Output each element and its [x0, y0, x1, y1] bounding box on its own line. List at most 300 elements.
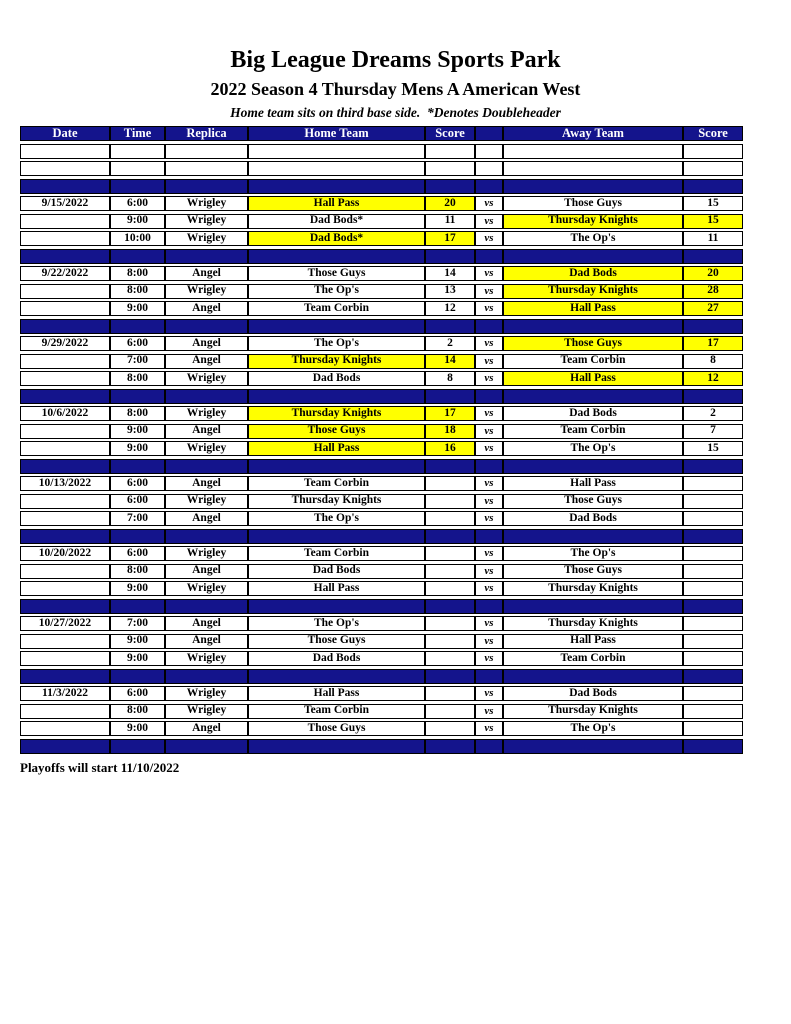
vs-cell: vs: [475, 494, 503, 509]
home-team-cell: [248, 319, 425, 334]
replica-cell: [165, 161, 248, 176]
vs-cell: [475, 319, 503, 334]
replica-cell: [165, 179, 248, 194]
time-cell: 9:00: [110, 634, 165, 649]
time-cell: 6:00: [110, 494, 165, 509]
home-team-cell: [248, 179, 425, 194]
date-cell: [20, 424, 110, 439]
away-team-cell: [503, 389, 683, 404]
away-team-cell: [503, 459, 683, 474]
home-team-note: Home team sits on third base side. *Denotes Doubleheader: [230, 105, 561, 120]
vs-cell: vs: [475, 476, 503, 491]
vs-cell: vs: [475, 336, 503, 351]
time-cell: 9:00: [110, 424, 165, 439]
away-team-cell: [503, 319, 683, 334]
home-team-cell: [248, 161, 425, 176]
home-score-cell: [425, 546, 475, 561]
time-cell: [110, 459, 165, 474]
vs-cell: [475, 529, 503, 544]
game-row: [20, 634, 743, 649]
home-team-cell: [248, 249, 425, 264]
home-score-cell: [425, 669, 475, 684]
vs-cell: vs: [475, 371, 503, 386]
away-score-cell: [683, 581, 743, 596]
time-cell: 8:00: [110, 704, 165, 719]
game-row: [20, 704, 743, 719]
date-cell: 9/15/2022: [20, 196, 110, 211]
away-score-cell: 7: [683, 424, 743, 439]
away-score-cell: [683, 511, 743, 526]
away-score-cell: 15: [683, 441, 743, 456]
time-cell: 8:00: [110, 371, 165, 386]
away-score-cell: [683, 494, 743, 509]
game-row: [20, 266, 743, 281]
home-score-cell: 17: [425, 231, 475, 246]
game-row: [20, 546, 743, 561]
time-cell: 9:00: [110, 214, 165, 229]
away-team-cell: Dad Bods: [503, 686, 683, 701]
time-cell: 9:00: [110, 581, 165, 596]
away-score-cell: 2: [683, 406, 743, 421]
away-team-cell: Thursday Knights: [503, 581, 683, 596]
replica-cell: Wrigley: [165, 494, 248, 509]
away-team-cell: [503, 161, 683, 176]
game-row: [20, 231, 743, 246]
away-score-cell: [683, 686, 743, 701]
separator-row: [20, 179, 743, 194]
home-team-cell: Those Guys: [248, 721, 425, 736]
separator-row: [20, 529, 743, 544]
replica-cell: [165, 249, 248, 264]
time-cell: [110, 249, 165, 264]
game-row: [20, 686, 743, 701]
home-team-cell: [248, 669, 425, 684]
replica-cell: [165, 389, 248, 404]
time-cell: 6:00: [110, 686, 165, 701]
away-team-cell: Dad Bods: [503, 511, 683, 526]
replica-cell: Wrigley: [165, 546, 248, 561]
home-score-cell: 13: [425, 284, 475, 299]
date-cell: [20, 564, 110, 579]
vs-cell: vs: [475, 511, 503, 526]
separator-row: [20, 669, 743, 684]
date-cell: [20, 581, 110, 596]
game-row: [20, 476, 743, 491]
home-score-cell: [425, 704, 475, 719]
replica-cell: Angel: [165, 301, 248, 316]
vs-cell: vs: [475, 301, 503, 316]
game-row: [20, 721, 743, 736]
vs-cell: vs: [475, 231, 503, 246]
replica-cell: [165, 144, 248, 159]
game-row: [20, 336, 743, 351]
vs-cell: [475, 739, 503, 754]
game-row: [20, 441, 743, 456]
game-row: [20, 214, 743, 229]
replica-cell: Wrigley: [165, 231, 248, 246]
replica-cell: Wrigley: [165, 704, 248, 719]
home-team-cell: Dad Bods*: [248, 214, 425, 229]
home-score-cell: [425, 581, 475, 596]
home-score-cell: [425, 651, 475, 666]
away-team-cell: Dad Bods: [503, 266, 683, 281]
home-team-cell: The Op's: [248, 336, 425, 351]
replica-cell: Wrigley: [165, 284, 248, 299]
header-away-team: Away Team: [503, 126, 683, 141]
home-score-cell: 8: [425, 371, 475, 386]
replica-cell: Angel: [165, 616, 248, 631]
vs-cell: vs: [475, 721, 503, 736]
home-team-cell: Thursday Knights: [248, 406, 425, 421]
home-score-cell: [425, 249, 475, 264]
date-cell: 9/22/2022: [20, 266, 110, 281]
away-team-cell: Hall Pass: [503, 371, 683, 386]
header-date: Date: [20, 126, 110, 141]
time-cell: 9:00: [110, 651, 165, 666]
vs-cell: [475, 179, 503, 194]
vs-cell: [475, 249, 503, 264]
home-team-cell: Those Guys: [248, 266, 425, 281]
away-team-cell: Thursday Knights: [503, 214, 683, 229]
game-row: [20, 406, 743, 421]
home-score-cell: 17: [425, 406, 475, 421]
away-score-cell: 11: [683, 231, 743, 246]
away-score-cell: [683, 144, 743, 159]
date-cell: 9/29/2022: [20, 336, 110, 351]
away-score-cell: [683, 459, 743, 474]
home-team-cell: Team Corbin: [248, 546, 425, 561]
replica-cell: Wrigley: [165, 581, 248, 596]
header-row: [20, 126, 743, 141]
home-team-cell: Dad Bods: [248, 564, 425, 579]
away-score-cell: 20: [683, 266, 743, 281]
time-cell: [110, 599, 165, 614]
vs-cell: [475, 161, 503, 176]
home-score-cell: [425, 564, 475, 579]
home-team-cell: [248, 144, 425, 159]
game-row: [20, 494, 743, 509]
home-score-cell: [425, 739, 475, 754]
separator-row: [20, 249, 743, 264]
game-row: [20, 301, 743, 316]
vs-cell: vs: [475, 441, 503, 456]
home-score-cell: [425, 511, 475, 526]
home-team-cell: [248, 459, 425, 474]
game-row: [20, 424, 743, 439]
replica-cell: [165, 599, 248, 614]
home-score-cell: 16: [425, 441, 475, 456]
away-score-cell: [683, 739, 743, 754]
replica-cell: Wrigley: [165, 406, 248, 421]
away-team-cell: Those Guys: [503, 564, 683, 579]
away-score-cell: [683, 634, 743, 649]
home-team-cell: [248, 599, 425, 614]
home-score-cell: [425, 476, 475, 491]
home-score-cell: [425, 459, 475, 474]
date-cell: [20, 669, 110, 684]
home-score-cell: [425, 686, 475, 701]
home-score-cell: [425, 179, 475, 194]
away-score-cell: [683, 546, 743, 561]
vs-cell: vs: [475, 616, 503, 631]
vs-cell: vs: [475, 564, 503, 579]
away-team-cell: Thursday Knights: [503, 284, 683, 299]
time-cell: [110, 529, 165, 544]
game-row: [20, 354, 743, 369]
home-score-cell: [425, 161, 475, 176]
date-cell: [20, 371, 110, 386]
away-team-cell: The Op's: [503, 546, 683, 561]
home-score-cell: 14: [425, 266, 475, 281]
date-cell: [20, 161, 110, 176]
away-score-cell: [683, 616, 743, 631]
home-team-cell: Team Corbin: [248, 704, 425, 719]
away-team-cell: [503, 599, 683, 614]
away-score-cell: 17: [683, 336, 743, 351]
date-cell: [20, 354, 110, 369]
away-team-cell: [503, 669, 683, 684]
date-cell: [20, 459, 110, 474]
home-score-cell: [425, 634, 475, 649]
away-team-cell: The Op's: [503, 231, 683, 246]
away-score-cell: [683, 249, 743, 264]
replica-cell: Angel: [165, 634, 248, 649]
away-team-cell: Team Corbin: [503, 651, 683, 666]
home-team-cell: Hall Pass: [248, 441, 425, 456]
home-team-cell: Dad Bods: [248, 651, 425, 666]
date-cell: [20, 704, 110, 719]
away-team-cell: Dad Bods: [503, 406, 683, 421]
replica-cell: Angel: [165, 354, 248, 369]
home-score-cell: 11: [425, 214, 475, 229]
time-cell: 8:00: [110, 266, 165, 281]
home-score-cell: [425, 319, 475, 334]
away-team-cell: Thursday Knights: [503, 704, 683, 719]
vs-cell: vs: [475, 406, 503, 421]
time-cell: 8:00: [110, 564, 165, 579]
empty-row: [20, 144, 743, 159]
date-cell: [20, 231, 110, 246]
vs-cell: vs: [475, 546, 503, 561]
time-cell: 6:00: [110, 196, 165, 211]
header-vs-spacer: [475, 126, 503, 141]
time-cell: 6:00: [110, 476, 165, 491]
home-team-cell: [248, 529, 425, 544]
home-score-cell: [425, 616, 475, 631]
time-cell: 8:00: [110, 406, 165, 421]
away-score-cell: 12: [683, 371, 743, 386]
replica-cell: [165, 669, 248, 684]
replica-cell: Angel: [165, 336, 248, 351]
home-team-cell: [248, 739, 425, 754]
away-team-cell: Thursday Knights: [503, 616, 683, 631]
away-team-cell: The Op's: [503, 441, 683, 456]
away-team-cell: Hall Pass: [503, 301, 683, 316]
away-team-cell: [503, 249, 683, 264]
game-row: [20, 371, 743, 386]
away-team-cell: [503, 739, 683, 754]
home-team-cell: [248, 389, 425, 404]
time-cell: 6:00: [110, 546, 165, 561]
home-score-cell: [425, 389, 475, 404]
schedule-table: [20, 126, 743, 756]
separator-row: [20, 599, 743, 614]
replica-cell: [165, 319, 248, 334]
date-cell: [20, 494, 110, 509]
away-score-cell: 15: [683, 196, 743, 211]
game-row: [20, 284, 743, 299]
vs-cell: [475, 144, 503, 159]
away-score-cell: [683, 476, 743, 491]
vs-cell: [475, 389, 503, 404]
game-row: [20, 616, 743, 631]
time-cell: [110, 179, 165, 194]
date-cell: [20, 529, 110, 544]
home-team-cell: Those Guys: [248, 424, 425, 439]
home-team-cell: Hall Pass: [248, 196, 425, 211]
home-team-cell: The Op's: [248, 284, 425, 299]
time-cell: 6:00: [110, 336, 165, 351]
date-cell: [20, 249, 110, 264]
separator-row: [20, 389, 743, 404]
replica-cell: [165, 739, 248, 754]
replica-cell: Angel: [165, 564, 248, 579]
vs-cell: vs: [475, 266, 503, 281]
replica-cell: Wrigley: [165, 214, 248, 229]
separator-row: [20, 739, 743, 754]
home-team-cell: Thursday Knights: [248, 354, 425, 369]
home-team-cell: The Op's: [248, 511, 425, 526]
replica-cell: Wrigley: [165, 651, 248, 666]
away-score-cell: [683, 721, 743, 736]
date-cell: [20, 319, 110, 334]
vs-cell: vs: [475, 354, 503, 369]
home-score-cell: [425, 144, 475, 159]
date-cell: 10/27/2022: [20, 616, 110, 631]
header-home-team: Home Team: [248, 126, 425, 141]
replica-cell: Wrigley: [165, 371, 248, 386]
date-cell: [20, 721, 110, 736]
date-cell: [20, 389, 110, 404]
away-score-cell: [683, 651, 743, 666]
away-team-cell: Those Guys: [503, 336, 683, 351]
separator-row: [20, 319, 743, 334]
replica-cell: Angel: [165, 511, 248, 526]
replica-cell: Wrigley: [165, 196, 248, 211]
home-team-cell: Dad Bods: [248, 371, 425, 386]
page-title: Big League Dreams Sports Park: [230, 47, 561, 73]
replica-cell: Wrigley: [165, 686, 248, 701]
away-team-cell: The Op's: [503, 721, 683, 736]
away-score-cell: [683, 599, 743, 614]
home-score-cell: 14: [425, 354, 475, 369]
away-score-cell: 28: [683, 284, 743, 299]
time-cell: 9:00: [110, 441, 165, 456]
replica-cell: Angel: [165, 266, 248, 281]
home-score-cell: [425, 599, 475, 614]
away-score-cell: [683, 179, 743, 194]
game-row: [20, 651, 743, 666]
game-row: [20, 564, 743, 579]
away-score-cell: [683, 319, 743, 334]
home-team-cell: The Op's: [248, 616, 425, 631]
time-cell: 8:00: [110, 284, 165, 299]
game-row: [20, 581, 743, 596]
home-team-cell: Hall Pass: [248, 686, 425, 701]
vs-cell: vs: [475, 284, 503, 299]
home-score-cell: 20: [425, 196, 475, 211]
game-row: [20, 196, 743, 211]
away-score-cell: [683, 704, 743, 719]
away-score-cell: [683, 529, 743, 544]
time-cell: 9:00: [110, 301, 165, 316]
date-cell: [20, 634, 110, 649]
header-score: Score: [425, 126, 475, 141]
separator-row: [20, 459, 743, 474]
time-cell: [110, 669, 165, 684]
date-cell: [20, 284, 110, 299]
away-score-cell: 8: [683, 354, 743, 369]
time-cell: 7:00: [110, 616, 165, 631]
vs-cell: vs: [475, 581, 503, 596]
replica-cell: Angel: [165, 424, 248, 439]
home-team-cell: Thursday Knights: [248, 494, 425, 509]
away-team-cell: Team Corbin: [503, 424, 683, 439]
header-time: Time: [110, 126, 165, 141]
empty-row: [20, 161, 743, 176]
away-team-cell: [503, 179, 683, 194]
date-cell: [20, 651, 110, 666]
header-replica: Replica: [165, 126, 248, 141]
time-cell: [110, 739, 165, 754]
vs-cell: [475, 459, 503, 474]
replica-cell: Angel: [165, 476, 248, 491]
date-cell: 10/13/2022: [20, 476, 110, 491]
vs-cell: vs: [475, 634, 503, 649]
game-row: [20, 511, 743, 526]
time-cell: [110, 389, 165, 404]
home-team-cell: Those Guys: [248, 634, 425, 649]
date-cell: [20, 511, 110, 526]
home-score-cell: [425, 721, 475, 736]
date-cell: [20, 144, 110, 159]
away-score-cell: [683, 389, 743, 404]
time-cell: [110, 161, 165, 176]
home-team-cell: Hall Pass: [248, 581, 425, 596]
date-cell: 10/20/2022: [20, 546, 110, 561]
away-team-cell: Hall Pass: [503, 476, 683, 491]
replica-cell: [165, 529, 248, 544]
vs-cell: vs: [475, 704, 503, 719]
date-cell: [20, 599, 110, 614]
date-cell: [20, 441, 110, 456]
date-cell: [20, 301, 110, 316]
away-team-cell: [503, 144, 683, 159]
time-cell: 7:00: [110, 511, 165, 526]
date-cell: 10/6/2022: [20, 406, 110, 421]
replica-cell: Wrigley: [165, 441, 248, 456]
vs-cell: vs: [475, 424, 503, 439]
away-team-cell: Team Corbin: [503, 354, 683, 369]
time-cell: [110, 144, 165, 159]
date-cell: [20, 179, 110, 194]
vs-cell: [475, 599, 503, 614]
home-score-cell: 2: [425, 336, 475, 351]
home-score-cell: [425, 529, 475, 544]
playoffs-footer-note: Playoffs will start 11/10/2022: [20, 760, 180, 775]
vs-cell: vs: [475, 214, 503, 229]
away-team-cell: Hall Pass: [503, 634, 683, 649]
